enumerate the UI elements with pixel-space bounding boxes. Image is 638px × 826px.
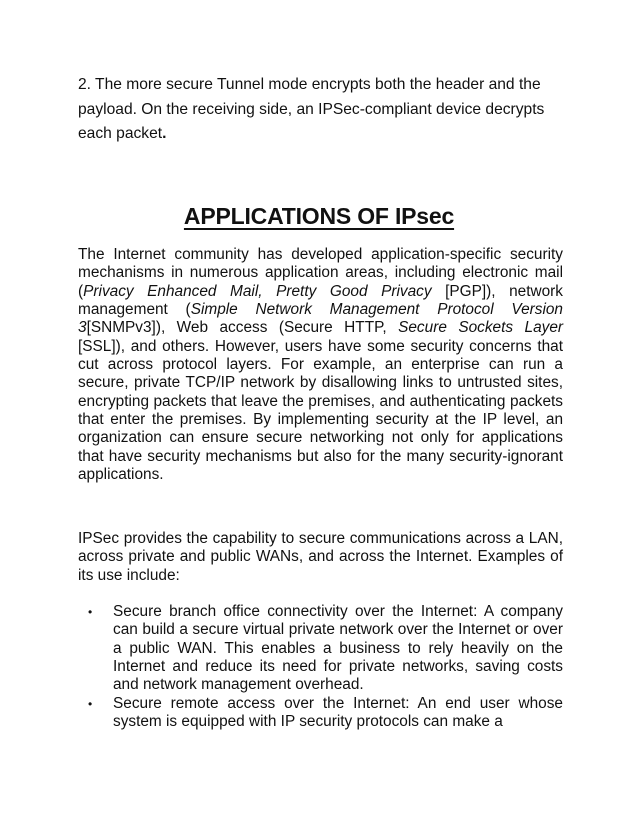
paragraph1-text-1: The Internet community has developed application-specific security mechanisms in numerous application areas, including electronic mail ( — [78, 246, 563, 300]
paragraph1-text-3: [SNMPv3]), Web access (Secure HTTP, — [86, 319, 399, 337]
paragraph1-italic-3: Secure Sockets Layer — [398, 319, 564, 337]
list-item — [78, 603, 563, 695]
list-item — [78, 695, 563, 732]
intro-end-mark: . — [162, 125, 167, 142]
ipsec-capability-paragraph: IPSec provides the capability to secure communications across a LAN, across private and public WANs, and across the Internet. Examples of its use include: — [78, 530, 563, 584]
bullet-icon: • — [88, 696, 93, 711]
list-item-text: Secure branch office connectivity over the Internet: A company can build a secure virtual private network over the Internet or over a public WAN. This enables a business to rely heavily on the Internet and reduce its need for private networks, saving costs and network management overhead. — [113, 603, 563, 694]
paragraph1-italic-2: Simple Network Management Protocol Version 3 — [78, 301, 563, 337]
bullet-icon: • — [88, 605, 93, 619]
applications-paragraph — [78, 246, 563, 484]
intro-text: 2. The more secure Tunnel mode encrypts both the header and the payload. On the receiving side, an IPSec-compliant device decrypts each packet — [78, 76, 545, 142]
paragraph1-text-2: [PGP]), network management ( — [78, 282, 563, 319]
section-heading: APPLICATIONS OF IPsec — [183, 203, 455, 229]
list-item-text: Secure remote access over the Internet: An end user whose system is equipped with IP security protocols can make a — [113, 694, 563, 731]
intro-paragraph — [78, 73, 570, 147]
examples-list — [78, 603, 563, 731]
paragraph1-italic-1: Privacy Enhanced Mail, Pretty Good Privacy — [83, 282, 432, 300]
paragraph1-text-4: [SSL]), and others. However, users have some security concerns that cut across protocol layers. For example, an enterprise can run a secure, private TCP/IP network by disallowing links to untrusted sites, encrypting packets that leave the premises, and authenticating packets that enter the premises. By implementing security at the IP level, an organization can ensure secure networking not only for applications that have security mechanisms but also for the many security-ignorant applications. — [78, 337, 563, 484]
